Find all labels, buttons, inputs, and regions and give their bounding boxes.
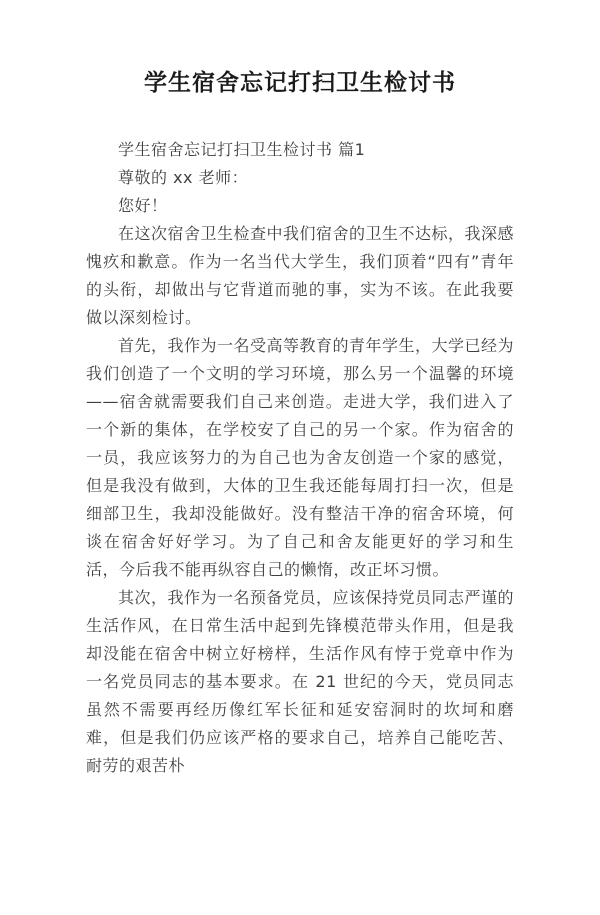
paragraph: 其次，我作为一名预备党员，应该保持党员同志严谨的生活作风，在日常生活中起到先锋模范带头作用，但是我却没能在宿舍中树立好榜样，生活作风有悖于党章中作为一名党员同志的基本要求。在 21 世纪的今天，党员同志虽然不需要再经历像红军长征和延安窑洞时的坎坷和磨难，但是我们仍应该严格的要求自己，培养自己能吃苦、耐劳的艰苦朴 (86, 588, 515, 775)
paragraph: 在这次宿舍卫生检查中我们宿舍的卫生不达标，我深感愧疚和歉意。作为一名当代大学生，我们顶着“四有”青年的头衔，却做出与它背道而驰的事，实为不该。在此我要做以深刻检讨。 (86, 224, 515, 327)
paragraph-list (86, 220, 514, 780)
greeting: 您好！ (118, 196, 168, 215)
salutation: 尊敬的 xx 老师： (118, 168, 249, 187)
paragraph: 首先，我作为一名受高等教育的青年学生，大学已经为我们创造了一个文明的学习环境，那么另一个温馨的环境——宿舍就需要我们自己来创造。走进大学，我们进入了一个新的集体，在学校安了自己的另一个家。作为宿舍的一员，我应该努力的为自己也为舍友创造一个家的感觉，但是我没有做到，大体的卫生我还能每周打扫一次，但是细部卫生，我却没能做好。没有整洁干净的宿舍环境，何谈在宿舍好好学习。为了自己和舍友能更好的学习和生活，今后我不能再纵容自己的懒惰，改正坏习惯。 (86, 336, 515, 579)
document-body (86, 136, 514, 780)
document-page (0, 66, 600, 915)
section-heading: 学生宿舍忘记打扫卫生检讨书 篇1 (118, 140, 366, 159)
document-title: 学生宿舍忘记打扫卫生检讨书 (144, 70, 456, 96)
